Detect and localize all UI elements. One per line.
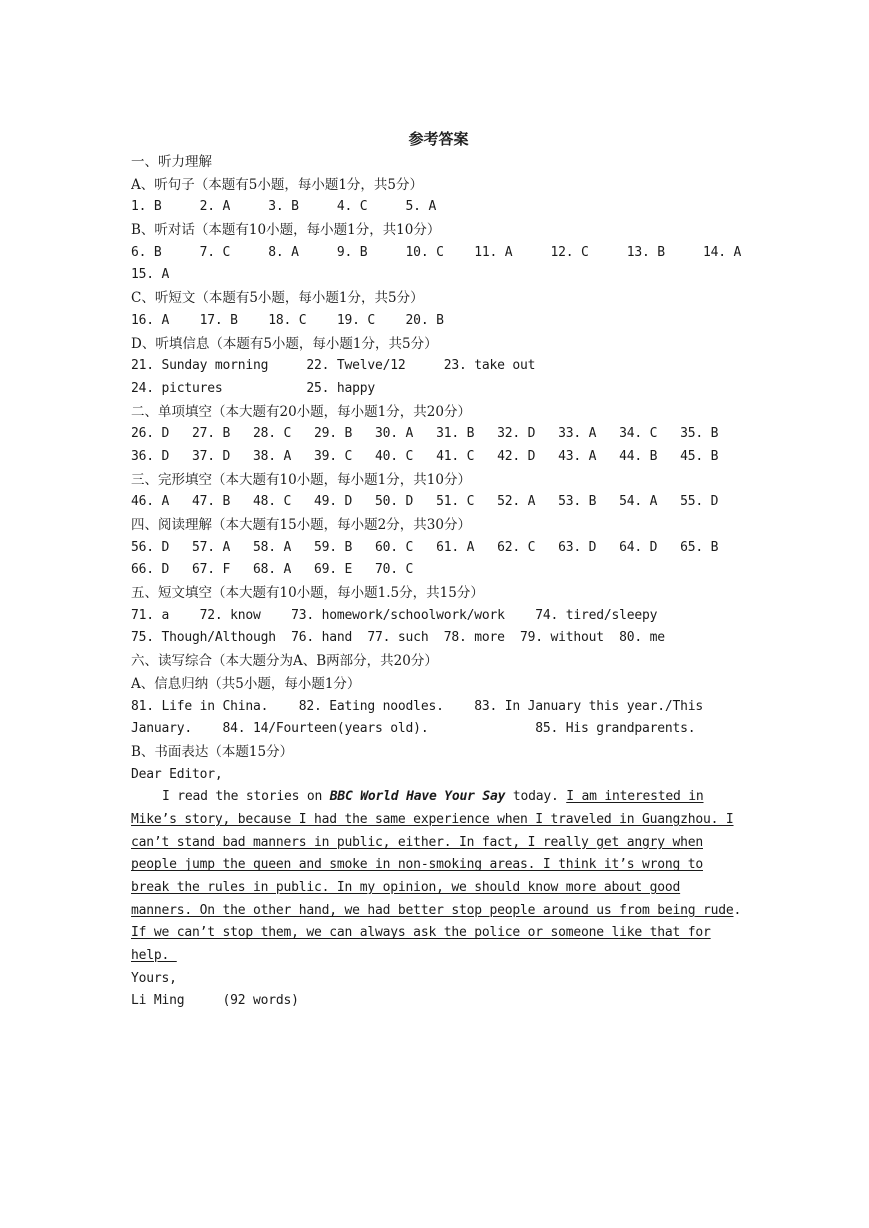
section-3-heading: 三、完形填空（本大题有10小题，每小题1分，共10分） (131, 471, 471, 488)
section-4-heading: 四、阅读理解（本大题有15小题，每小题2分，共30分） (131, 517, 471, 533)
section-5-answers-line-2: 75. Though/Although 76. hand 77. such 78. more 79. without 80. me (131, 630, 665, 646)
essay-line-6 (131, 900, 753, 923)
section-1-heading: 一、听力理解 (131, 154, 212, 170)
essay-line-4: people jump the queen and smoke in non-smoking areas. I think it’s wrong to (131, 857, 703, 873)
essay-underlined-start: I am interested in (566, 789, 704, 805)
section-4-answers-line-1: 56. D 57. A 58. A 59. B 60. C 61. A 62. C 63. D 64. D 65. B (131, 539, 719, 555)
section-1d-answers-line-2: 24. pictures 25. happy (131, 380, 376, 396)
essay-line-6-end: . (733, 902, 742, 918)
section-6-heading: 六、读写综合（本大题分为A、B两部分，共20分） (131, 653, 438, 670)
section-1c-heading: C、听短文（本题有5小题，每小题1分，共5分） (131, 290, 424, 307)
section-6b-heading: B、书面表达（本题15分） (131, 743, 294, 760)
section-1a-answers: 1. B 2. A 3. B 4. C 5. A (131, 199, 437, 215)
essay-line-1 (131, 786, 746, 809)
section-1a-heading: A、听句子（本题有5小题，每小题1分，共5分） (131, 176, 424, 193)
section-1d-heading: D、听填信息（本题有5小题，每小题1分，共5分） (131, 335, 438, 352)
answer-document (131, 128, 746, 1013)
section-2-answers-line-2: 36. D 37. D 38. A 39. C 40. C 41. C 42. D 43. A 44. B 45. B (131, 448, 719, 464)
section-4-answers-line-2: 66. D 67. F 68. A 69. E 70. C (131, 562, 414, 578)
essay-line-2: Mike’s story, because I had the same experience when I traveled in Guangzhou. I (131, 811, 734, 827)
essay-line-7: If we can’t stop them, we can always ask the police or someone like that for (131, 925, 711, 941)
essay-greeting: Dear Editor, (131, 766, 223, 782)
essay-source-title: BBC World Have Your Say (329, 789, 506, 805)
essay-signature: Li Ming (92 words) (131, 993, 299, 1009)
document-title: 参考答案 (408, 130, 469, 148)
section-5-heading: 五、短文填空（本大题有10小题，每小题1.5分，共15分） (131, 585, 484, 602)
section-1d-answers-line-1: 21. Sunday morning 22. Twelve/12 23. take out (131, 358, 536, 374)
section-1b-answers-line-2: 15. A (131, 267, 170, 283)
essay-line-6-underlined: manners. On the other hand, we had better stop people around us from being rude (131, 902, 734, 918)
essay-closing: Yours, (131, 970, 177, 986)
section-2-answers-line-1: 26. D 27. B 28. C 29. B 30. A 31. B 32. D 33. A 34. C 35. B (131, 426, 719, 442)
essay-line-3: can’t stand bad manners in public, either. In fact, I really get angry when (131, 834, 703, 850)
essay-line-5: break the rules in public. In my opinion, we should know more about good (131, 880, 681, 895)
section-6a-answers-line-2: January. 84. 14/Fourteen(years old). 85. His grandparents. (131, 721, 696, 737)
section-5-answers-line-1: 71. a 72. know 73. homework/schoolwork/work 74. tired/sleepy (131, 607, 658, 623)
section-1b-heading: B、听对话（本题有10小题，每小题1分，共10分） (131, 222, 441, 239)
section-1c-answers: 16. A 17. B 18. C 19. C 20. B (131, 312, 444, 328)
section-6a-answers-line-1: 81. Life in China. 82. Eating noodles. 83. In January this year./This (131, 698, 703, 714)
essay-line-8: help. (131, 948, 177, 964)
essay-intro: I read the stories on (162, 789, 330, 805)
section-6a-heading: A、信息归纳（共5小题，每小题1分） (131, 675, 361, 692)
section-2-heading: 二、单项填空（本大题有20小题，每小题1分，共20分） (131, 403, 471, 420)
essay-after-source: today. (505, 789, 567, 805)
section-3-answers: 46. A 47. B 48. C 49. D 50. D 51. C 52. A 53. B 54. A 55. D (131, 494, 719, 510)
section-1b-answers-line-1: 6. B 7. C 8. A 9. B 10. C 11. A 12. C 13. B 14. A (131, 244, 742, 260)
